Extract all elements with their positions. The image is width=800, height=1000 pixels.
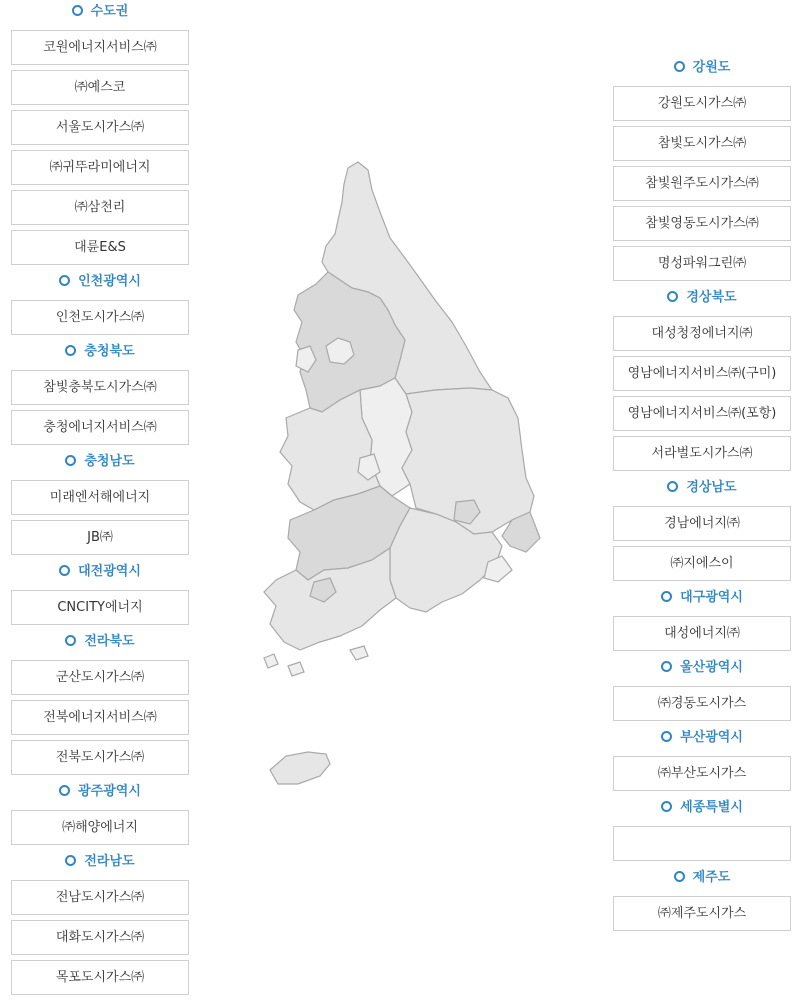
region-group	[613, 656, 791, 721]
left-region-list	[11, 0, 189, 1000]
region-name: 대전광역시	[78, 564, 141, 579]
region-name: 부산광역시	[680, 730, 743, 745]
company-item[interactable]: 목포도시가스㈜	[11, 960, 189, 995]
company-item[interactable]: 충청에너지서비스㈜	[11, 410, 189, 445]
company-item[interactable]: 대성청정에너지㈜	[613, 316, 791, 351]
region-group	[613, 56, 791, 281]
region-name: 울산광역시	[680, 660, 743, 675]
company-item[interactable]: 전북에너지서비스㈜	[11, 700, 189, 735]
circle-bullet-icon	[661, 591, 672, 602]
region-title	[613, 586, 791, 612]
company-item[interactable]: 참빛충북도시가스㈜	[11, 370, 189, 405]
company-item[interactable]: ㈜제주도시가스	[613, 896, 791, 931]
company-item[interactable]: 영남에너지서비스㈜(구미)	[613, 356, 791, 391]
region-name: 전라북도	[84, 634, 135, 649]
region-group	[11, 340, 189, 445]
region-name: 충청남도	[84, 454, 135, 469]
circle-bullet-icon	[59, 785, 70, 796]
region-group	[613, 866, 791, 931]
region-name: 세종특별시	[680, 800, 743, 815]
company-item[interactable]: ㈜귀뚜라미에너지	[11, 150, 189, 185]
company-item[interactable]: 강원도시가스㈜	[613, 86, 791, 121]
company-item[interactable]: 명성파워그린㈜	[613, 246, 791, 281]
map-island	[264, 654, 278, 668]
company-item[interactable]: ㈜해양에너지	[11, 810, 189, 845]
region-group	[613, 476, 791, 581]
region-title	[11, 630, 189, 656]
map-region-jeju[interactable]	[270, 752, 330, 784]
korea-map	[230, 150, 570, 800]
company-item[interactable]: 서울도시가스㈜	[11, 110, 189, 145]
company-item[interactable]: 대화도시가스㈜	[11, 920, 189, 955]
circle-bullet-icon	[674, 61, 685, 72]
region-group	[11, 850, 189, 995]
circle-bullet-icon	[59, 275, 70, 286]
region-title	[613, 286, 791, 312]
region-name: 충청북도	[84, 344, 135, 359]
company-item[interactable]: ㈜지에스이	[613, 546, 791, 581]
region-group	[11, 270, 189, 335]
circle-bullet-icon	[661, 801, 672, 812]
circle-bullet-icon	[661, 731, 672, 742]
circle-bullet-icon	[667, 291, 678, 302]
region-name: 전라남도	[84, 854, 135, 869]
region-title	[11, 270, 189, 296]
company-item[interactable]: 참빛도시가스㈜	[613, 126, 791, 161]
region-title	[11, 850, 189, 876]
company-item[interactable]: CNCITY에너지	[11, 590, 189, 625]
region-name: 경상남도	[686, 480, 737, 495]
circle-bullet-icon	[667, 481, 678, 492]
region-group	[11, 560, 189, 625]
company-item[interactable]: ㈜경동도시가스	[613, 686, 791, 721]
map-island	[288, 662, 304, 676]
company-item[interactable]: 군산도시가스㈜	[11, 660, 189, 695]
company-item[interactable]: 참빛영동도시가스㈜	[613, 206, 791, 241]
map-island	[350, 646, 368, 660]
company-item[interactable]: ㈜삼천리	[11, 190, 189, 225]
region-title	[11, 0, 189, 26]
region-group	[613, 796, 791, 861]
circle-bullet-icon	[674, 871, 685, 882]
company-item[interactable]: 대성에너지㈜	[613, 616, 791, 651]
region-name: 광주광역시	[78, 784, 141, 799]
region-group	[11, 450, 189, 555]
company-item[interactable]: 영남에너지서비스㈜(포항)	[613, 396, 791, 431]
region-title	[613, 796, 791, 822]
circle-bullet-icon	[65, 635, 76, 646]
company-item[interactable]: 서라벌도시가스㈜	[613, 436, 791, 471]
company-item[interactable]: ㈜예스코	[11, 70, 189, 105]
region-name: 대구광역시	[680, 590, 743, 605]
region-name: 경상북도	[686, 290, 737, 305]
region-title	[613, 476, 791, 502]
company-item[interactable]: ㈜부산도시가스	[613, 756, 791, 791]
region-title	[613, 726, 791, 752]
region-title	[11, 560, 189, 586]
circle-bullet-icon	[65, 455, 76, 466]
right-region-list	[613, 56, 791, 936]
region-name: 강원도	[692, 60, 731, 75]
region-name: 제주도	[692, 870, 731, 885]
company-item[interactable]: JB㈜	[11, 520, 189, 555]
company-item[interactable]: 전남도시가스㈜	[11, 880, 189, 915]
circle-bullet-icon	[661, 661, 672, 672]
circle-bullet-icon	[72, 5, 83, 16]
company-item[interactable]: 전북도시가스㈜	[11, 740, 189, 775]
circle-bullet-icon	[65, 855, 76, 866]
region-title	[11, 450, 189, 476]
region-title	[11, 340, 189, 366]
circle-bullet-icon	[59, 565, 70, 576]
region-group	[613, 586, 791, 651]
company-item[interactable]: 참빛원주도시가스㈜	[613, 166, 791, 201]
circle-bullet-icon	[65, 345, 76, 356]
company-item[interactable]: 대륜E&S	[11, 230, 189, 265]
region-group	[613, 726, 791, 791]
region-title	[613, 56, 791, 82]
region-group	[11, 630, 189, 775]
region-group	[11, 780, 189, 845]
company-item[interactable]	[613, 826, 791, 861]
region-name: 인천광역시	[78, 274, 141, 289]
company-item[interactable]: 인천도시가스㈜	[11, 300, 189, 335]
region-name: 수도권	[90, 4, 129, 19]
region-title	[613, 866, 791, 892]
company-item[interactable]: 경남에너지㈜	[613, 506, 791, 541]
company-item[interactable]: 미래엔서해에너지	[11, 480, 189, 515]
region-title	[11, 780, 189, 806]
region-group	[613, 286, 791, 471]
company-item[interactable]: 코원에너지서비스㈜	[11, 30, 189, 65]
region-group	[11, 0, 189, 265]
region-title	[613, 656, 791, 682]
